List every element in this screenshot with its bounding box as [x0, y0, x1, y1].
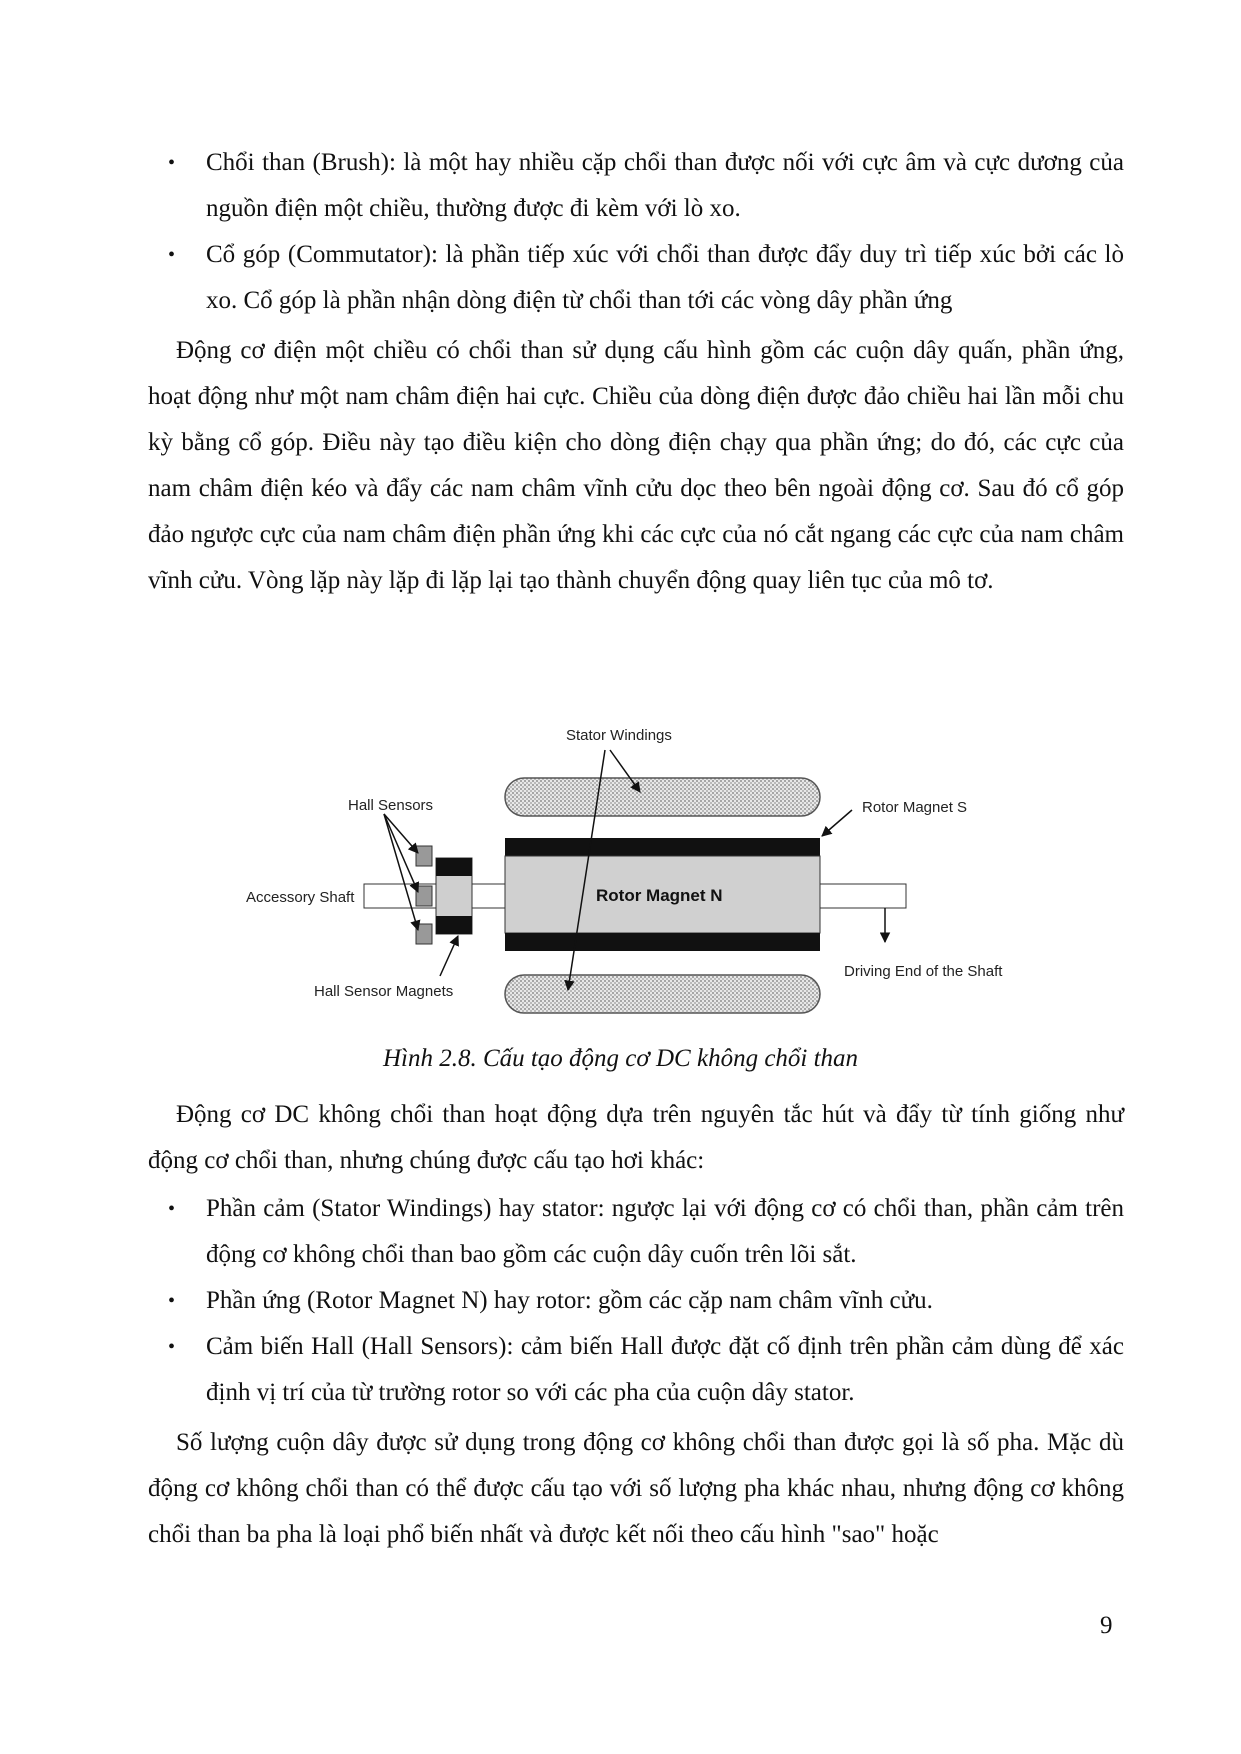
arrow-hall-2	[384, 814, 418, 892]
rotor-magnet-s-top	[505, 838, 820, 856]
bullet-icon: •	[168, 152, 176, 174]
bullet-list-top	[148, 140, 1124, 324]
bldc-diagram-svg	[240, 720, 1040, 1020]
hall-sensor-magnet-bottom	[436, 916, 472, 934]
arrow-hall-magnet	[440, 936, 458, 976]
hall-sensor-magnet-top	[436, 858, 472, 876]
hall-sensor	[416, 886, 432, 906]
paragraph-text: Động cơ DC không chổi than hoạt động dựa trên nguyên tắc hút và đẩy từ tính giống như động cơ chổi than, nhưng chúng được cấu tạo hơi khác:	[148, 1101, 1124, 1174]
list-item	[148, 1186, 1124, 1278]
list-item	[148, 140, 1124, 232]
paragraph-text: Động cơ điện một chiều có chổi than sử dụng cấu hình gồm các cuộn dây quấn, phần ứng, hoạt động như một nam châm điện hai cực. Chiều của dòng điện được đảo chiều hai lần mỗi chu kỳ bằng cổ góp. Điều này tạo điều kiện cho dòng điện chạy qua phần ứng; do đó, các cực của nam châm điện kéo và đẩy các nam châm vĩnh cửu dọc theo bên ngoài động cơ. Sau đó cổ góp đảo ngược cực của nam châm điện phần ứng khi các cực của nó cắt ngang các cực của nam châm vĩnh cửu. Vòng lặp này lặp đi lặp lại tạo thành chuyển động quay liên tục của mô tơ.	[148, 337, 1124, 594]
list-item	[148, 1278, 1124, 1324]
paragraph-phases	[148, 1420, 1124, 1558]
bullet-text: Cổ góp (Commutator): là phần tiếp xúc với chổi than được đẩy duy trì tiếp xúc bởi các lò xo. Cổ góp là phần nhận dòng điện từ chổi than tới các vòng dây phần ứng	[206, 241, 1124, 314]
label-stator-windings: Stator Windings	[566, 727, 672, 744]
hall-sensor	[416, 846, 432, 866]
bullet-text: Chổi than (Brush): là một hay nhiều cặp chổi than được nối với cực âm và cực dương của nguồn điện một chiều, thường được đi kèm với lò xo.	[206, 149, 1124, 222]
bullet-icon: •	[168, 1198, 176, 1220]
bullet-icon: •	[168, 244, 176, 266]
bullet-text: Cảm biến Hall (Hall Sensors): cảm biến Hall được đặt cố định trên phần cảm dùng để xác định vị trí của từ trường rotor so với các pha của cuộn dây stator.	[206, 1333, 1124, 1406]
bullet-text: Phần cảm (Stator Windings) hay stator: ngược lại với động cơ có chổi than, phần cảm trên động cơ không chổi than bao gồm các cuộn dây cuốn trên lõi sắt.	[206, 1195, 1124, 1268]
rotor-magnet-s-bottom	[505, 933, 820, 951]
label-hall-sensors: Hall Sensors	[348, 797, 434, 814]
accessory-shaft	[364, 884, 505, 908]
list-item	[148, 1324, 1124, 1416]
bullet-text: Phần ứng (Rotor Magnet N) hay rotor: gồm các cặp nam châm vĩnh cửu.	[206, 1287, 933, 1314]
label-hall-sensor-magnets: Hall Sensor Magnets	[314, 983, 454, 1000]
paragraph-text: Số lượng cuộn dây được sử dụng trong động cơ không chổi than được gọi là số pha. Mặc dù động cơ không chổi than có thể được cấu tạo với số lượng pha khác nhau, nhưng động cơ không chổi than ba pha là loại phổ biến nhất và được kết nối theo cấu hình "sao" hoặc	[148, 1429, 1124, 1548]
label-accessory-shaft: Accessory Shaft	[246, 889, 355, 906]
paragraph-brushed-motor	[148, 328, 1124, 604]
bldc-diagram	[240, 720, 1040, 1020]
arrow-hall-3	[384, 814, 418, 930]
paragraph-bldc-intro	[148, 1092, 1124, 1184]
driving-shaft	[820, 884, 906, 908]
page-number: 9	[1100, 1612, 1113, 1639]
hall-sensor	[416, 924, 432, 944]
label-rotor-magnet-n: Rotor Magnet N	[596, 886, 723, 905]
arrow-rotor-s	[822, 810, 852, 836]
figure-caption: Hình 2.8. Cấu tạo động cơ DC không chổi than	[382, 1045, 859, 1072]
label-rotor-magnet-s: Rotor Magnet S	[862, 799, 968, 816]
bullet-icon: •	[168, 1290, 176, 1312]
label-driving-end: Driving End of the Shaft	[844, 963, 1003, 980]
bullet-icon: •	[168, 1336, 176, 1358]
list-item	[148, 232, 1124, 324]
stator-winding-bottom	[505, 975, 820, 1013]
stator-winding-top	[505, 778, 820, 816]
bullet-list-bottom	[148, 1186, 1124, 1416]
